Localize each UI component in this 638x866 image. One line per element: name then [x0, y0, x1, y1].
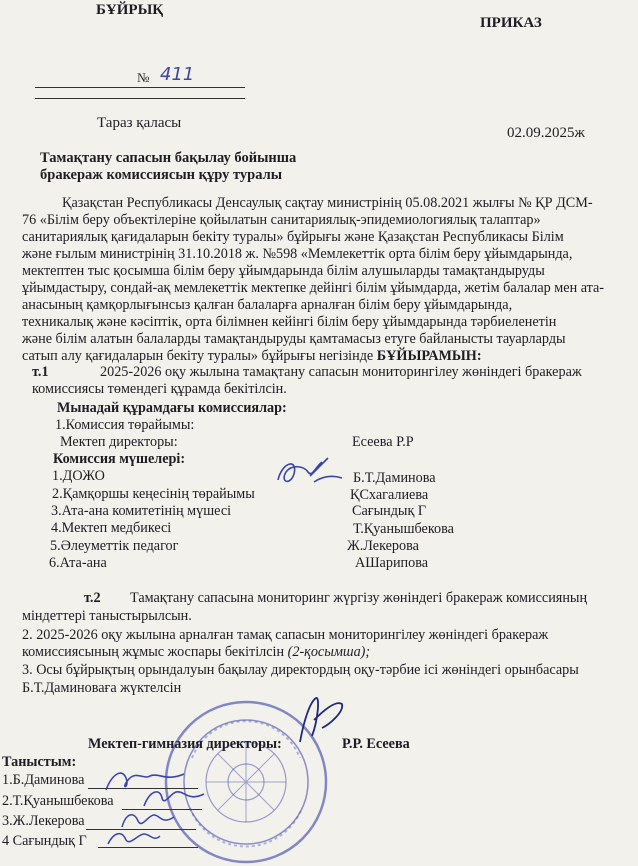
preamble-line: және білім алатын балаларды тамақтандыруды қамтамасыз етуге байланысты тауарларды	[22, 331, 566, 347]
point2-text: Тамақтану сапасына мониторинг жүргізу жөніндегі бракераж комиссияның	[130, 590, 588, 606]
preamble-line: 76 «Білім беру объектілеріне қойылатын санитариялық-эпидемиологиялық талаптар»	[22, 212, 541, 228]
preamble-line: Қазақстан Республикасы Денсаулық сақтау министрінің 05.08.2021 жылғы № ҚР ДСМ-	[62, 195, 593, 211]
subject-line-1: Тамақтану сапасын бақылау бойынша	[40, 150, 297, 166]
director-name: Р.Р. Есеева	[342, 736, 410, 752]
preamble-line: техникалық және кәсіптік, орта білімнен кейінгі білім беру ұйымдарында тәрбиеленетін	[22, 314, 557, 330]
order-number-underline	[35, 87, 245, 88]
member-name: АШарипова	[355, 555, 429, 571]
chair-role: Мектеп директоры:	[60, 434, 178, 450]
composition-heading: Мынадай құрамдағы комиссиялар:	[57, 400, 287, 416]
acquainted-item: 4 Сағындық Г	[2, 833, 87, 849]
member-role: 4.Мектеп медбикесі	[51, 520, 172, 536]
acquainted-item: 3.Ж.Лекерова	[2, 813, 85, 829]
order-number-label: №	[137, 70, 150, 85]
acquainted-heading: Таныстым:	[2, 754, 77, 770]
kz-title: БҰЙРЫҚ	[96, 2, 164, 18]
order-number-value: 411	[160, 64, 195, 85]
acquainted-item: 1.Б.Даминова	[2, 772, 85, 788]
member-name: Ж.Лекерова	[347, 538, 419, 554]
point1-text: 2025-2026 оқу жылына тамақтану сапасын мониторингілеу жөніндегі бракераж	[100, 364, 582, 380]
preamble-line-text: сатып алу қағидаларын бекіту туралы» бұйрығы негізінде	[22, 348, 374, 364]
preamble-line: ұйымдастыру, сондай-ақ мемлекеттік мектепке дейінгі білім ұйымдарда, жетім балалар мен ата-	[22, 280, 605, 296]
member-role: 6.Ата-ана	[49, 555, 107, 571]
order-word: БҰЙЫРАМЫН:	[376, 348, 482, 364]
item2-text	[22, 644, 370, 661]
place: Тараз қаласы	[97, 115, 182, 131]
preamble-line: санитариялық қағидаларын бекіту туралы» бұйрығы және Қазақстан Республикасы Білім	[22, 229, 564, 245]
member-signature-icon	[270, 452, 350, 492]
acquainted-signature-icon	[104, 826, 164, 850]
point1-text: комиссиясы төмендегі құрамда бекітілсін.	[32, 381, 287, 397]
member-role: 2.Қамқоршы кеңесінің төрайымы	[52, 486, 255, 502]
preamble-line	[22, 348, 482, 365]
acquainted-item: 2.Т.Қуанышбекова	[2, 793, 114, 809]
director-signature-icon	[290, 690, 350, 750]
item2-text: 2. 2025-2026 оқу жылына арналған тамақ сапасын мониторингілеу жөніндегі бракераж	[22, 627, 549, 643]
item3-text: 3. Осы бұйрықтың орындалуын бақылау директордың оқу-тәрбие ісі жөніндегі орынбасары	[22, 662, 579, 678]
director-title: Мектеп-гимназия директоры:	[88, 736, 282, 752]
date: 02.09.2025ж	[507, 125, 585, 141]
point2-label: т.2	[84, 590, 101, 606]
item2-note: (2-қосымша);	[287, 644, 371, 660]
order-number-second-line	[35, 98, 245, 99]
preamble-line: және ғылым министрінің 31.10.2018 ж. №598 «Мемлекеттік орта білім беру ұйымдарында,	[22, 246, 573, 262]
chair-name: Есеева Р.Р	[352, 434, 414, 450]
item3-text: Б.Т.Даминоваға жүктелсін	[22, 680, 182, 696]
member-name: Сағындық Г	[352, 503, 427, 519]
preamble-line: мектептен тыс қосымша білім беру ұйымдарында білім алушыларды тамақтандыруды	[22, 263, 545, 279]
point2-text: міндеттері таныстырылсын.	[22, 608, 192, 624]
item2-text-main: комиссиясының жұмыс жоспары бекітілсін	[22, 644, 285, 660]
preamble-line: анасының қамқорлығынсыз қалған балаларға арналған білім беру ұйымдарында,	[22, 297, 513, 313]
chair-heading: 1.Комиссия төрайымы:	[55, 417, 195, 433]
member-name: Т.Қуанышбекова	[353, 521, 454, 537]
member-name: Б.Т.Даминова	[353, 470, 436, 486]
member-role: 3.Ата-ана комитетінің мүшесі	[51, 503, 232, 519]
subject-line-2: бракераж комиссиясын құру туралы	[40, 167, 283, 183]
member-name: ҚСхагалиева	[350, 487, 429, 503]
member-role: 5.Әлеуметтік педагог	[50, 538, 179, 554]
members-heading: Комиссия мүшелері:	[53, 451, 186, 467]
ru-title: ПРИКАЗ	[480, 15, 542, 31]
point1-label: т.1	[32, 364, 49, 380]
member-role: 1.ДОЖО	[52, 468, 105, 484]
